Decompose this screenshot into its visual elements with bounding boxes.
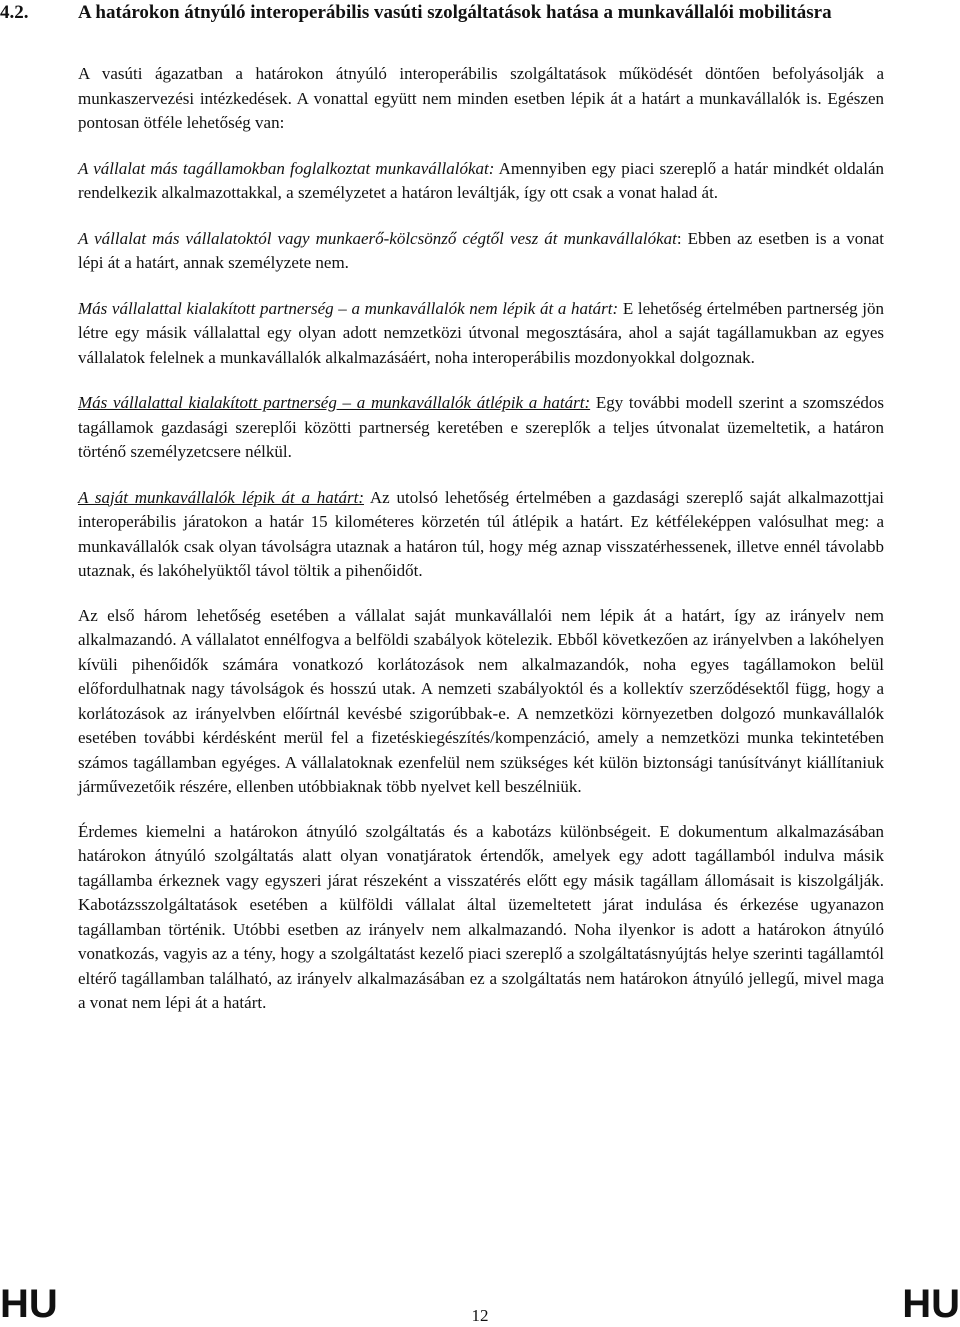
paragraph-option-2 [78, 227, 884, 276]
option-heading: Más vállalattal kialakított partnerség – a munkavállalók nem lépik át a határt: [78, 298, 619, 318]
paragraph-text: A vasúti ágazatban a határokon átnyúló interoperábilis szolgáltatások működését döntően befolyásolják a munkaszervezési intézkedések. A vonattal együtt nem minden esetben lépik át a határt a munkavállalók is. Egészen pontosan ötféle lehetőség van: [78, 64, 884, 132]
option-heading: Más vállalattal kialakított partnerség – a munkavállalók átlépik a határt: [78, 393, 591, 412]
option-heading: A vállalat más vállalatoktól vagy munkaerő-kölcsönző cégtől vesz át munkavállalókat [78, 228, 677, 248]
section-heading [0, 0, 884, 25]
paragraph-text: Érdemes kiemelni a határokon átnyúló szolgáltatás és a kabotázs különbségeit. E dokumentum alkalmazásában határokon átnyúló szolgáltatás alatt olyan vonatjáratok értendők, amelyek egy adott tagállamból indulva másik tagállamba érkeznek vagy egyszeri járat részeként a visszatérés előtt egy másik tagállam állomásait is kiszolgálják. Kabotázsszolgáltatások esetében a külföldi vállalat által üzemeltetett járat indulása és érkezése ugyanazon tagállamban történik. Utóbbi esetben az irányelv nem alkalmazandó. Noha ilyenkor is adott a határokon átnyúló vonatkozás, vagyis az a tény, hogy a szolgáltatást kezelő piaci szereplő a szolgáltatásnyújtás helye szerinti tagállamtól eltérő tagállamban található, az irányelv alkalmazásában ez a szolgáltatás nem határokon átnyúló jellegű, mivel maga a vonat nem lépi át a határt. [78, 821, 884, 1012]
document-body [78, 62, 884, 1016]
paragraph-text: E lehetőség értelmében partnerség jön létre egy másik vállalattal egy olyan adott nemzetközi útvonal megosztására, ahol a saját tagállamukban az egyes vállalatok felelnek a munkavállalók alkalmazásáért, noha interoperábilis mozdonyokkal dolgoznak. [78, 298, 885, 367]
section-title: A határokon átnyúló interoperábilis vasúti szolgáltatások hatása a munkavállalói mobilitásra [78, 2, 832, 23]
paragraph-text: : Ebben az esetben is a vonat lépi át a határt, annak személyzete nem. [78, 228, 884, 272]
section-number: 4.2. [0, 2, 29, 23]
paragraph-option-5 [78, 486, 884, 584]
footer-language-right: HU [902, 1282, 960, 1326]
paragraph-analysis [78, 604, 884, 800]
footer-language-left: HU [0, 1282, 58, 1326]
paragraph-option-4 [78, 391, 884, 465]
paragraph-option-1 [78, 157, 884, 206]
paragraph-text: Amennyiben egy piaci szereplő a határ mindkét oldalán rendelkezik alkalmazottakkal, a személyzetet a határon leváltják, így ott csak a vonat halad át. [78, 158, 884, 202]
paragraph-text: Egy további modell szerint a szomszédos tagállamok gazdasági szereplői közötti partnerség keretében e szereplők a teljes útvonalat üzemeltetik, a határon történő személyzetcsere nélkül. [78, 393, 884, 461]
paragraph-option-3 [78, 297, 884, 371]
page-number: 12 [471, 1306, 489, 1325]
paragraph-text: Az utolsó lehetőség értelmében a gazdasági szereplő saját alkalmazottjai interoperábilis járatokon a határ 15 kilométeres körzetén túl átlépik a határt. Ez kétféleképpen valósulhat meg: a munkavállalók csak olyan távolságra utaznak a határon túl, hogy még aznap visszatérhessenek, illetve ennél távolabb utaznak, és lakóhelyüktől távol töltik a pihenőidőt. [78, 487, 884, 580]
option-heading: A saját munkavállalók lépik át a határt: [78, 487, 364, 507]
paragraph-text: Az első három lehetőség esetében a vállalat saját munkavállalói nem lépik át a határt, így az irányelv nem alkalmazandó. A vállalatot ennélfogva a belföldi szabályok kötelezik. Ebből következően az irányelvben a lakóhelyen kívüli pihenőidők számára vonatkozó korlátozások nem alkalmazandók, noha egyes tagállamokon belül előfordulhatnak nagy távolságok és hosszú utak. A nemzeti szabályoktól és a kollektív szerződésektől függ, hogy a korlátozások az irányelvben előírtnál kevésbé szigorúbbak-e. A nemzetközi környezetben dolgozó munkavállalók esetében további kérdésként merül fel a fizetéskiegészítés/kompenzáció, amely a nemzetközi munka tekintetében számos tagállamban egyéges. A vállalatoknak ezenfelül nem szükséges két külön biztonsági tanúsítványt kiállítaniuk járművezetőik részére, ellenben utóbbiaknak több nyelvet kell beszélniük. [78, 605, 884, 796]
paragraph-intro [78, 62, 884, 136]
paragraph-cabotage [78, 820, 884, 1016]
option-heading: A vállalat más tagállamokban foglalkoztat munkavállalókat: [78, 158, 495, 178]
